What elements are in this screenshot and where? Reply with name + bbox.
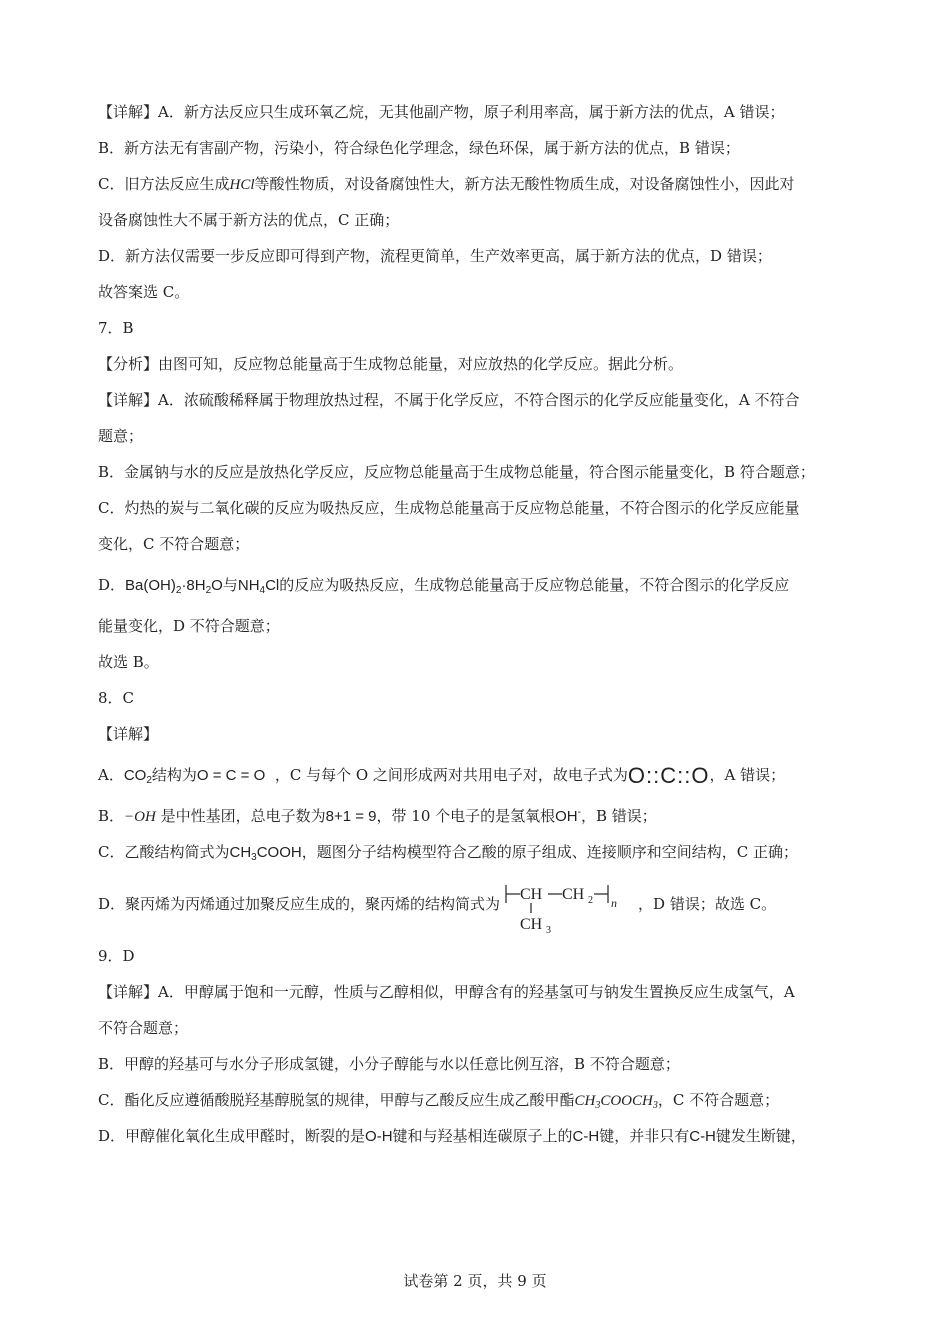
polymer-ch3: CH <box>520 916 543 933</box>
text-line: 题意； <box>98 427 144 445</box>
text-run: 结构为 <box>151 766 197 784</box>
math-hcl: HCl <box>229 177 255 193</box>
text-run: C．乙酸结构简式为 <box>98 843 230 861</box>
page-footer: 试卷第 2 页，共 9 页 <box>403 1272 547 1290</box>
text-line: 设备腐蚀性大不属于新方法的优点，C 正确； <box>98 211 400 229</box>
text-line: 【详解】A．新方法反应只生成环氧乙烷，无其他副产物，原子利用率高，属于新方法的优点，A 错误； <box>98 103 785 121</box>
text-run: C．酯化反应遵循酸脱羟基醇脱氢的规律，甲醇与乙酸反应生成乙酸甲酯 <box>98 1091 575 1109</box>
co2-electron-formula: O::C::O <box>627 763 710 788</box>
text-run: B． <box>98 807 125 825</box>
text-line: 【详解】A．浓硫酸稀释属于物理放热过程，不属于化学反应，不符合图示的化学反应能量变化，A 不符合 <box>98 391 800 409</box>
text-line: 故选 B。 <box>98 653 159 671</box>
text-line: B．新方法无有害副产物，污染小，符合绿色化学理念，绿色环保，属于新方法的优点，B 错误； <box>98 139 740 157</box>
text-line <box>98 562 858 608</box>
formula-acetic-acid: $CH_3COOH$ <box>229 844 302 863</box>
text-line: C．灼热的炭与二氧化碳的反应为吸热反应，生成物总能量高于反应物总能量，不符合图示的化学反应能量 <box>98 499 800 517</box>
formula-methyl-acetate: $CH_3COOCH_3$ <box>574 1093 658 1111</box>
formula-hydroxide: OH- <box>555 807 581 825</box>
text-run: ，题图分子结构模型符合乙酸的原子组成、连接顺序和空间结构，C 正确； <box>301 843 798 861</box>
text-run: ，C 不符合题意； <box>657 1091 780 1109</box>
text-run: A． <box>98 766 124 784</box>
text-run: 与 <box>222 576 238 594</box>
text-run: 键和与羟基相连碳原子上的 <box>392 1127 573 1145</box>
text-line: 变化，C 不符合题意； <box>98 535 250 553</box>
co2-structure: O = C = O <box>196 767 266 784</box>
text-line: B．甲醇的羟基可与水分子形成氢键，小分子醇能与水以任意比例互溶，B 不符合题意； <box>98 1055 680 1073</box>
bond-ch: C-H <box>572 1128 600 1145</box>
text-line <box>98 166 858 202</box>
text-run: C．旧方法反应生成 <box>98 175 230 193</box>
polymer-ch2-sub: 2 <box>588 895 594 906</box>
math-oh-group: −OH <box>124 809 156 825</box>
text-line <box>98 1082 858 1118</box>
text-run: 键发生断键， <box>715 1127 806 1145</box>
polymer-svg <box>504 877 634 933</box>
text-run: D．聚丙烯为丙烯通过加聚反应生成的，聚丙烯的结构简式为 <box>98 895 501 913</box>
polymer-ch3-sub: 3 <box>546 925 552 933</box>
text-line <box>98 752 858 798</box>
text-run: ，带 10 个电子的是氢氧根 <box>376 807 556 825</box>
formula-baoh2: $Ba(OH)_2\cdot 8H_2O$ <box>125 577 223 596</box>
bond-ch: C-H <box>689 1128 716 1145</box>
text-line: 能量变化，D 不符合题意； <box>98 617 280 635</box>
polymer-ch: CH <box>520 886 543 903</box>
formula-nh4cl: $NH_4Cl$ <box>237 577 280 596</box>
question-number: 7．B <box>98 319 134 337</box>
polymer-n: n <box>611 896 618 910</box>
text-line <box>98 834 858 870</box>
electron-sum: 8+1 = 9 <box>325 808 377 825</box>
text-line: 不符合题意； <box>98 1019 189 1037</box>
text-run: 键，并非只有 <box>599 1127 690 1145</box>
question-number: 8．C <box>98 689 135 707</box>
text-line: 【详解】 <box>98 725 159 743</box>
text-line <box>98 1118 858 1154</box>
formula-co2: $CO_2$ <box>123 767 152 786</box>
text-line: 【详解】A．甲醇属于饱和一元醇，性质与乙醇相似，甲醇含有的羟基氢可与钠发生置换反应生成氢气，A <box>98 983 795 1001</box>
page-content <box>98 94 858 1154</box>
polypropylene-structure <box>504 877 634 933</box>
text-run: ，A 错误； <box>709 766 786 784</box>
text-run: 等酸性物质，对设备腐蚀性大，新方法无酸性物质生成，对设备腐蚀性小，因此对 <box>254 175 795 193</box>
text-line: D．新方法仅需要一步反应即可得到产物，流程更简单，生产效率更高，属于新方法的优点，D 错误； <box>98 247 772 265</box>
text-run: D． <box>98 576 126 594</box>
polymer-ch2: CH <box>562 886 585 903</box>
text-run: ，C 与每个 O 之间形成两对共用电子对，故电子式为 <box>274 766 628 784</box>
text-line: 故答案选 C。 <box>98 283 190 301</box>
text-run: 的反应为吸热反应，生成物总能量高于反应物总能量，不符合图示的化学反应 <box>279 576 790 594</box>
text-run: D．甲醇催化氧化生成甲醛时，断裂的是 <box>98 1127 366 1145</box>
text-line: 【分析】由图可知，反应物总能量高于生成物总能量，对应放热的化学反应。据此分析。 <box>98 355 684 373</box>
text-run: ，D 错误；故选 C。 <box>638 895 777 913</box>
text-run: 是中性基团，总电子数为 <box>160 807 326 825</box>
question-number: 9．D <box>98 947 135 965</box>
text-line <box>98 798 858 834</box>
text-run: ，B 错误； <box>580 807 657 825</box>
text-line: B．金属钠与水的反应是放热化学反应，反应物总能量高于生成物总能量，符合图示能量变化，B 符合题意； <box>98 463 815 481</box>
text-line <box>98 870 858 938</box>
bond-oh: O-H <box>365 1128 393 1145</box>
